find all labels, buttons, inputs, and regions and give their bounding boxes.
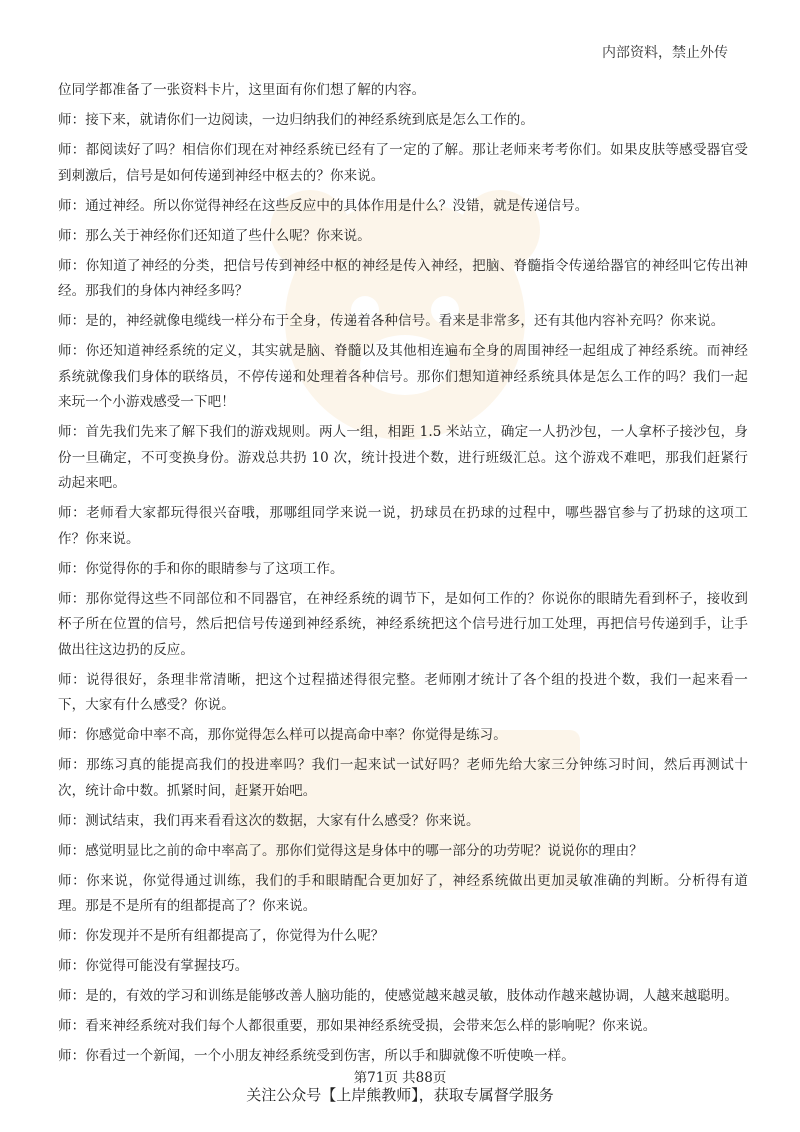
dialogue-paragraph: 师：你觉得你的手和你的眼睛参与了这项工作。	[58, 560, 344, 577]
dialogue-paragraph: 师：你觉得可能没有掌握技巧。	[58, 958, 249, 974]
page-number: 第71页 共88页	[353, 1070, 447, 1086]
dialogue-paragraph: 师：说得很好，条理非常清晰，把这个过程描述得很完整。老师刚才统计了各个组的投进个数，我们一起来看一下，大家有什么感受？你说。	[58, 671, 748, 713]
dialogue-paragraph: 师：都阅读好了吗？相信你们现在对神经系统已经有了一定的了解。那让老师来考考你们。如果皮肤等感受器官受到刺激后，信号是如何传递到神经中枢去的？你来说。	[58, 142, 748, 184]
confidential-header: 内部资料，禁止外传	[602, 45, 728, 61]
dialogue-paragraph: 师：你发现并不是所有组都提高了，你觉得为什么呢？	[58, 928, 385, 944]
dialogue-paragraph: 师：看来神经系统对我们每个人都很重要，那如果神经系统受损，会带来怎么样的影响呢？你来说。	[58, 1018, 657, 1034]
dialogue-paragraph: 师：那么关于神经你们还知道了些什么呢？你来说。	[58, 227, 371, 244]
dialogue-paragraph: 师：接下来，就请你们一边阅读，一边归纳我们的神经系统到底是怎么工作的。	[58, 112, 534, 128]
dialogue-paragraph: 师：那你觉得这些不同部位和不同器官，在神经系统的调节下，是如何工作的？你说你的眼睛先看到杯子，接收到杯子所在位置的信号，然后把信号传递到神经系统，神经系统把这个信号进行加工处理，再把信号传递到手，让手做出往这边扔的反应。	[58, 590, 748, 658]
dialogue-paragraph: 师：你感觉命中率不高，那你觉得怎么样可以提高命中率？你觉得是练习。	[58, 727, 507, 743]
dialogue-paragraph: 师：老师看大家都玩得很兴奋哦，那哪组同学来说一说，扔球员在扔球的过程中，哪些器官参与了扔球的这项工作？你来说。	[58, 505, 748, 547]
dialogue-paragraph: 师：测试结束，我们再来看看这次的数据，大家有什么感受？你来说。	[58, 812, 480, 829]
document-body	[58, 78, 748, 1074]
dialogue-paragraph: 师：通过神经。所以你觉得神经在这些反应中的具体作用是什么？没错，就是传递信号。	[58, 197, 589, 214]
dialogue-paragraph: 师：那练习真的能提高我们的投进率吗？我们一起来试一试好吗？老师先给大家三分钟练习时间，然后再测试十次，统计命中数。抓紧时间，赶紧开始吧。	[58, 757, 748, 799]
dialogue-paragraph: 师：你来说，你觉得通过训练，我们的手和眼睛配合更加好了，神经系统做出更加灵敏准确的判断。分析得有道理。那是不是所有的组都提高了？你来说。	[58, 872, 748, 914]
dialogue-paragraph: 师：是的，有效的学习和训练是能够改善人脑功能的，使感觉越来越灵敏，肢体动作越来越协调，人越来越聪明。	[58, 988, 738, 1004]
dialogue-paragraph: 师：你还知道神经系统的定义，其实就是脑、脊髓以及其他相连遍布全身的周围神经一起组成了神经系统。而神经系统就像我们身体的联络员，不停传递和处理着各种信号。那你们想知道神经系统具体是怎么工作的吗？我们一起来玩一个小游戏感受一下吧！	[58, 343, 748, 410]
footer-promo: 关注公众号【上岸熊教师】，获取专属督学服务	[246, 1086, 554, 1104]
dialogue-paragraph: 师：首先我们先来了解下我们的游戏规则。两人一组，相距 1.5 米站立，确定一人扔沙包，一人拿杯子接沙包，身份一旦确定，不可变换身份。游戏总共扔 10 次，统计投进个数，进行班级汇总。这个游戏不难吧，那我们赶紧行动起来吧。	[58, 424, 748, 491]
dialogue-paragraph: 师：感觉明显比之前的命中率高了。那你们觉得这是身体中的哪一部分的功劳呢？说说你的理由？	[58, 842, 643, 859]
dialogue-paragraph: 师：是的，神经就像电缆线一样分布于全身，传递着各种信号。看来是非常多，还有其他内容补充吗？你来说。	[58, 313, 725, 329]
dialogue-paragraph: 位同学都准备了一张资料卡片，这里面有你们想了解的内容。	[58, 82, 426, 98]
dialogue-paragraph: 师：你知道了神经的分类，把信号传到神经中枢的神经是传入神经，把脑、脊髓指令传递给器官的神经叫它传出神经。那我们的身体内神经多吗？	[58, 257, 748, 299]
dialogue-paragraph: 师：你看过一个新闻，一个小朋友神经系统受到伤害，所以手和脚就像不听使唤一样。	[58, 1048, 575, 1064]
